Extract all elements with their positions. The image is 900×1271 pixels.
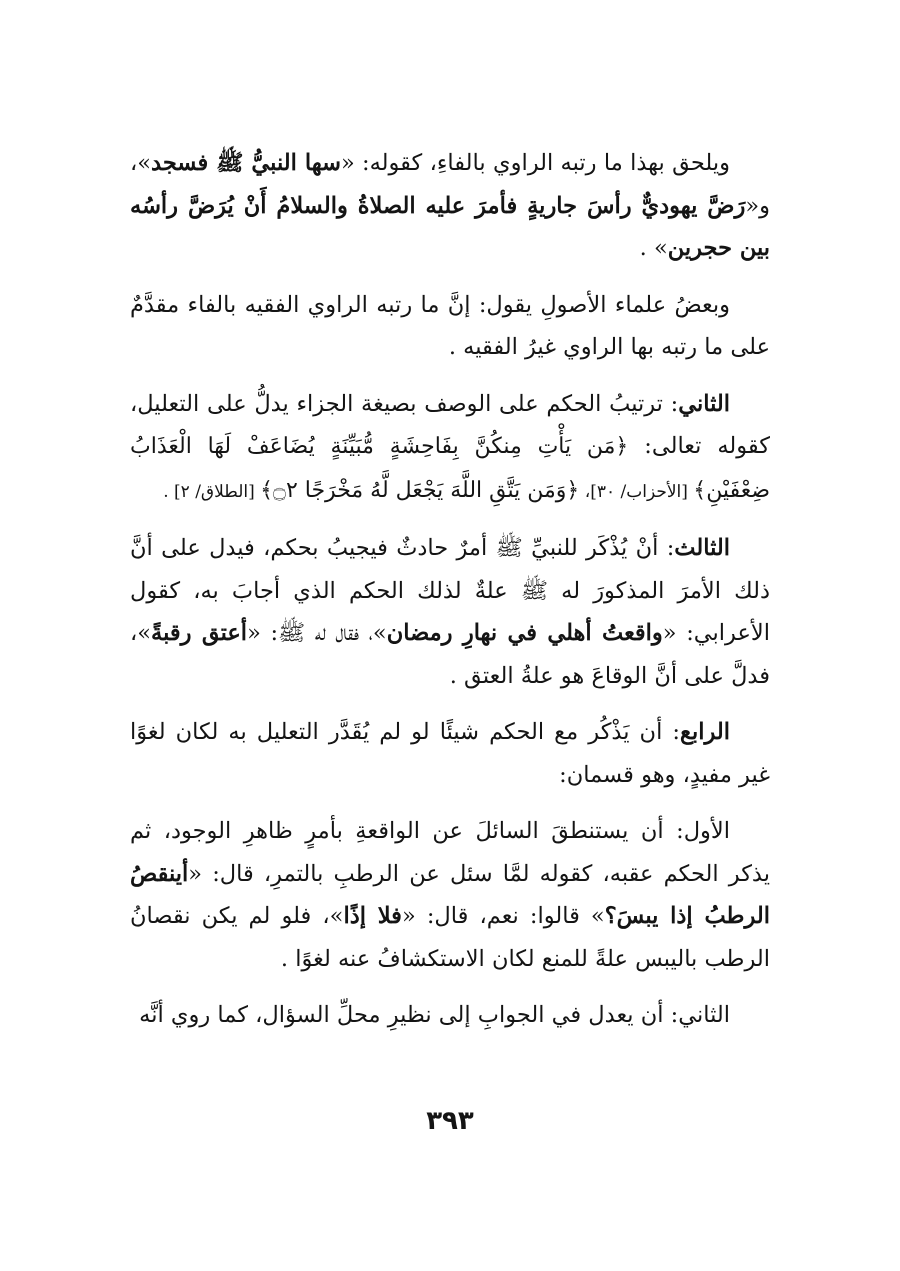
paragraph-3 xyxy=(130,383,770,514)
paragraph-5 xyxy=(130,711,770,796)
text-run: : ترتيبُ الحكم على الوصف بصيغة الجزاء يدلُّ على التعليل، كقوله تعالى: xyxy=(130,390,770,459)
paragraph-4 xyxy=(130,527,770,697)
section-heading: الثاني xyxy=(678,390,730,417)
hadith-quote: رَضَّ يهوديٌّ رأسَ جاريةٍ فأمرَ عليه الصلاةُ والسلامُ أَنْ يُرَضَّ رأسُه بين حجرين xyxy=(130,192,770,261)
section-heading: الرابع xyxy=(679,719,730,745)
hadith-quote: أعتق رقبةً xyxy=(151,620,248,646)
paragraph-6 xyxy=(130,810,770,980)
page-body xyxy=(130,142,770,1051)
paragraph-1 xyxy=(130,142,770,270)
text-run: »، فقال له ﷺ: « xyxy=(247,620,387,646)
hadith-quote: فلا إذًا xyxy=(343,903,402,929)
text-run: ويلحق بهذا ما رتبه الراوي بالفاءِ، كقوله: « xyxy=(340,150,730,176)
quran-verse: ﴿مَن يَأْتِ مِنكُنَّ بِفَاحِشَةٍ مُّبَيِّنَةٍ يُضَاعَفْ لَهَا الْعَذَابُ ضِعْفَيْنِ﴾ xyxy=(130,434,770,503)
hadith-quote: واقعتُ أهلي في نهارِ رمضان xyxy=(386,620,663,646)
text-run: »، فلو لم يكن نقصانُ الرطب باليبس علةً للمنع لكان الاستكشافُ عنه لغوًا . xyxy=(130,903,770,972)
quran-verse: ﴿وَمَن يَتَّقِ اللَّهَ يَجْعَل لَّهُ مَخْرَجًا ۝٢﴾ xyxy=(260,477,580,503)
hadith-quote: أينقصُ الرطبُ إذا يبسَ؟ xyxy=(130,860,770,929)
text-run: »، و« xyxy=(130,150,770,219)
text-run: »، فدلَّ على أنَّ الوقاعَ هو علةُ العتق . xyxy=(130,620,770,689)
paragraph-2 xyxy=(130,284,770,369)
verse-reference: [الأحزاب/ ٣٠]، xyxy=(579,481,694,502)
page-number: ٣٩٣ xyxy=(426,1106,474,1136)
text-run: » قالوا: نعم، قال: « xyxy=(401,903,605,929)
section-heading: الثالث xyxy=(674,535,730,561)
verse-reference: [الطلاق/ ٢] . xyxy=(163,481,261,502)
text-run: الثاني: أن يعدل في الجوابِ إلى نظيرِ محلِّ السؤال، كما روي أنَّه xyxy=(139,1002,730,1028)
text-run: » . xyxy=(639,235,668,261)
paragraph-7 xyxy=(130,994,770,1037)
text-run: : أنْ يُذْكَر للنبيِّ ﷺ أمرٌ حادثٌ فيجيبُ بحكم، فيدل على أنَّ ذلك الأمرَ المذكورَ له ﷺ علةٌ لذلك الحكم الذي أجابَ به، كقول الأعرابي: « xyxy=(130,535,770,646)
text-run: وبعضُ علماء الأصولِ يقول: إنَّ ما رتبه الراوي الفقيه بالفاء مقدَّمٌ على ما رتبه بها الراوي غيرُ الفقيه . xyxy=(130,291,770,360)
text-run: الأول: أن يستنطقَ السائلَ عن الواقعةِ بأمرٍ ظاهرِ الوجود، ثم يذكر الحكم عقبه، كقوله لمَّا سئل عن الرطبِ بالتمرِ، قال: « xyxy=(130,818,770,887)
text-run: : أن يَذْكُر مع الحكم شيئًا لو لم يُقَدَّر التعليل به لكان لغوًا غير مفيدٍ، وهو قسمان: xyxy=(130,719,770,788)
hadith-quote: سها النبيُّ ﷺ فسجد xyxy=(151,150,341,176)
